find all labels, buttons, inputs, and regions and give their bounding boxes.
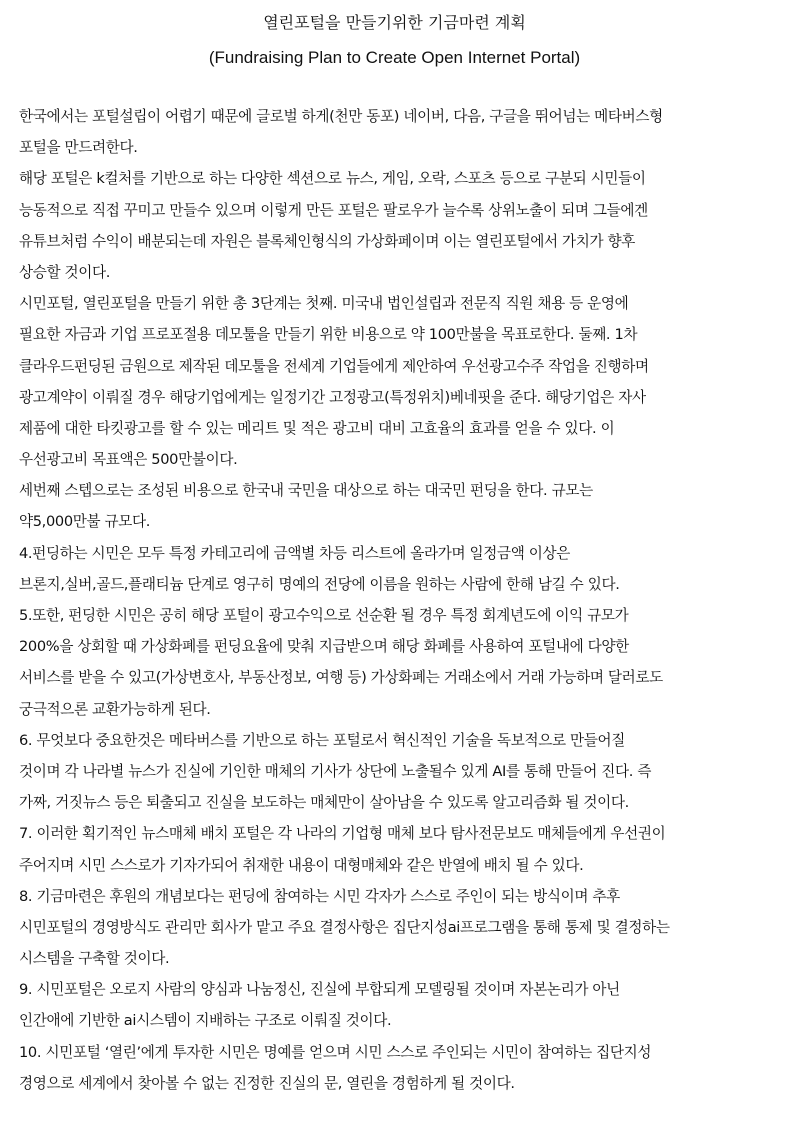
body-line: 서비스를 받을 수 있고(가상변호사, 부동산정보, 여행 등) 가상화폐는 거래소에서 거래 가능하며 달러로도	[19, 669, 663, 687]
body-line: 제품에 대한 타킷광고를 할 수 있는 메리트 및 적은 광고비 대비 고효율의 효과를 얻을 수 있다. 이	[19, 419, 615, 437]
body-line: 8. 기금마련은 후원의 개념보다는 펀딩에 참여하는 시민 각자가 스스로 주인이 되는 방식이며 추후	[19, 887, 620, 905]
body-line: 클라우드펀딩된 금원으로 제작된 데모툴을 전세계 기업들에게 제안하여 우선광고수주 작업을 진행하며	[19, 357, 649, 375]
body-line: 세번째 스텝으로는 조성된 비용으로 한국내 국민을 대상으로 하는 대국민 펀딩을 한다. 규모는	[19, 482, 593, 500]
body-line: 200%을 상회할 때 가상화폐를 펀딩요율에 맞춰 지급받으며 해당 화폐를 사용하여 포털내에 다양한	[19, 638, 629, 656]
body-line: 해당 포털은 k컬처를 기반으로 하는 다양한 섹션으로 뉴스, 게임, 오락, 스포츠 등으로 구분되 시민들이	[19, 170, 646, 188]
body-line: 궁극적으론 교환가능하게 된다.	[19, 700, 211, 718]
document-subtitle: (Fundraising Plan to Create Open Internet Portal)	[208, 48, 581, 67]
body-line: 가짜, 거짓뉴스 등은 퇴출되고 진실을 보도하는 매체만이 살아남을 수 있도록 알고리즘화 될 것이다.	[19, 794, 629, 812]
body-line: 시민포털, 열린포털을 만들기 위한 총 3단계는 첫째. 미국내 법인설립과 전문직 직원 채용 등 운영에	[19, 295, 629, 313]
body-line: 것이며 각 나라별 뉴스가 진실에 기인한 매체의 기사가 상단에 노출될수 있게 AI를 통해 만들어 진다. 즉	[19, 762, 652, 780]
body-line: 한국에서는 포털설립이 어렵기 때문에 글로벌 하게(천만 동포) 네이버, 다음, 구글을 뛰어넘는 메타버스형	[19, 108, 663, 125]
body-line: 상승할 것이다.	[19, 263, 111, 281]
body-line: 시스템을 구축할 것이다.	[19, 950, 170, 968]
body-line: 주어지며 시민 스스로가 기자가되어 취재한 내용이 대형매체와 같은 반열에 배치 될 수 있다.	[19, 856, 584, 874]
body-line: 브론지,실버,골드,플래티늄 단계로 영구히 명예의 전당에 이름을 원하는 사람에 한해 남길 수 있다.	[19, 575, 620, 593]
body-line: 약5,000만불 규모다.	[19, 513, 151, 531]
body-line: 능동적으로 직접 꾸미고 만들수 있으며 이렇게 만든 포털은 팔로우가 늘수록 상위노출이 되며 그들에겐	[19, 201, 648, 219]
body-line: 우선광고비 목표액은 500만불이다.	[19, 451, 238, 469]
body-line: 인간애에 기반한 ai시스템이 지배하는 구조로 이뤄질 것이다.	[19, 1012, 392, 1030]
document-title: 열린포털을 만들기위한 기금마련 계획	[263, 13, 526, 32]
body-line: 경영으로 세계에서 찾아볼 수 없는 진정한 진실의 문, 열린을 경험하게 될 것이다.	[19, 1074, 515, 1092]
body-line: 시민포털의 경영방식도 관리만 회사가 맡고 주요 결정사항은 집단지성ai프로그램을 통해 통제 및 결정하는	[19, 918, 670, 936]
body-line: 9. 시민포털은 오로지 사람의 양심과 나눔정신, 진실에 부합되게 모델링될 것이며 자본논리가 아닌	[19, 981, 620, 999]
body-line: 5.또한, 펀딩한 시민은 공히 해당 포털이 광고수익으로 선순환 될 경우 특정 회계년도에 이익 규모가	[19, 607, 629, 624]
body-line: 광고계약이 이뤄질 경우 해당기업에게는 일정기간 고정광고(특정위치)베네핏을 준다. 해당기업은 자사	[19, 388, 646, 406]
body-line: 7. 이러한 획기적인 뉴스매체 배치 포털은 각 나라의 기업형 매체 보다 탐사전문보도 매체들에게 우선권이	[19, 825, 666, 843]
body-line: 10. 시민포털 ‘열린’에게 투자한 시민은 명예를 얻으며 시민 스스로 주인되는 시민이 참여하는 집단지성	[19, 1043, 652, 1061]
body-line: 유튜브처럼 수익이 배분되는데 자원은 블록체인형식의 가상화페이며 이는 열린포털에서 가치가 향후	[19, 232, 636, 250]
body-line: 6. 무엇보다 중요한것은 메타버스를 기반으로 하는 포털로서 혁신적인 기술을 독보적으로 만들어질	[19, 731, 626, 749]
document-body	[19, 101, 770, 1099]
body-line: 필요한 자금과 기업 프로포절용 데모툴을 만들기 위한 비용으로 약 100만불을 목표로한다. 둘째. 1차	[19, 326, 638, 344]
body-line: 4.펀딩하는 시민은 모두 특정 카테고리에 금액별 차등 리스트에 올라가며 일정금액 이상은	[19, 544, 571, 562]
title-block	[19, 13, 770, 68]
body-line: 포털을 만드려한다.	[19, 139, 138, 157]
